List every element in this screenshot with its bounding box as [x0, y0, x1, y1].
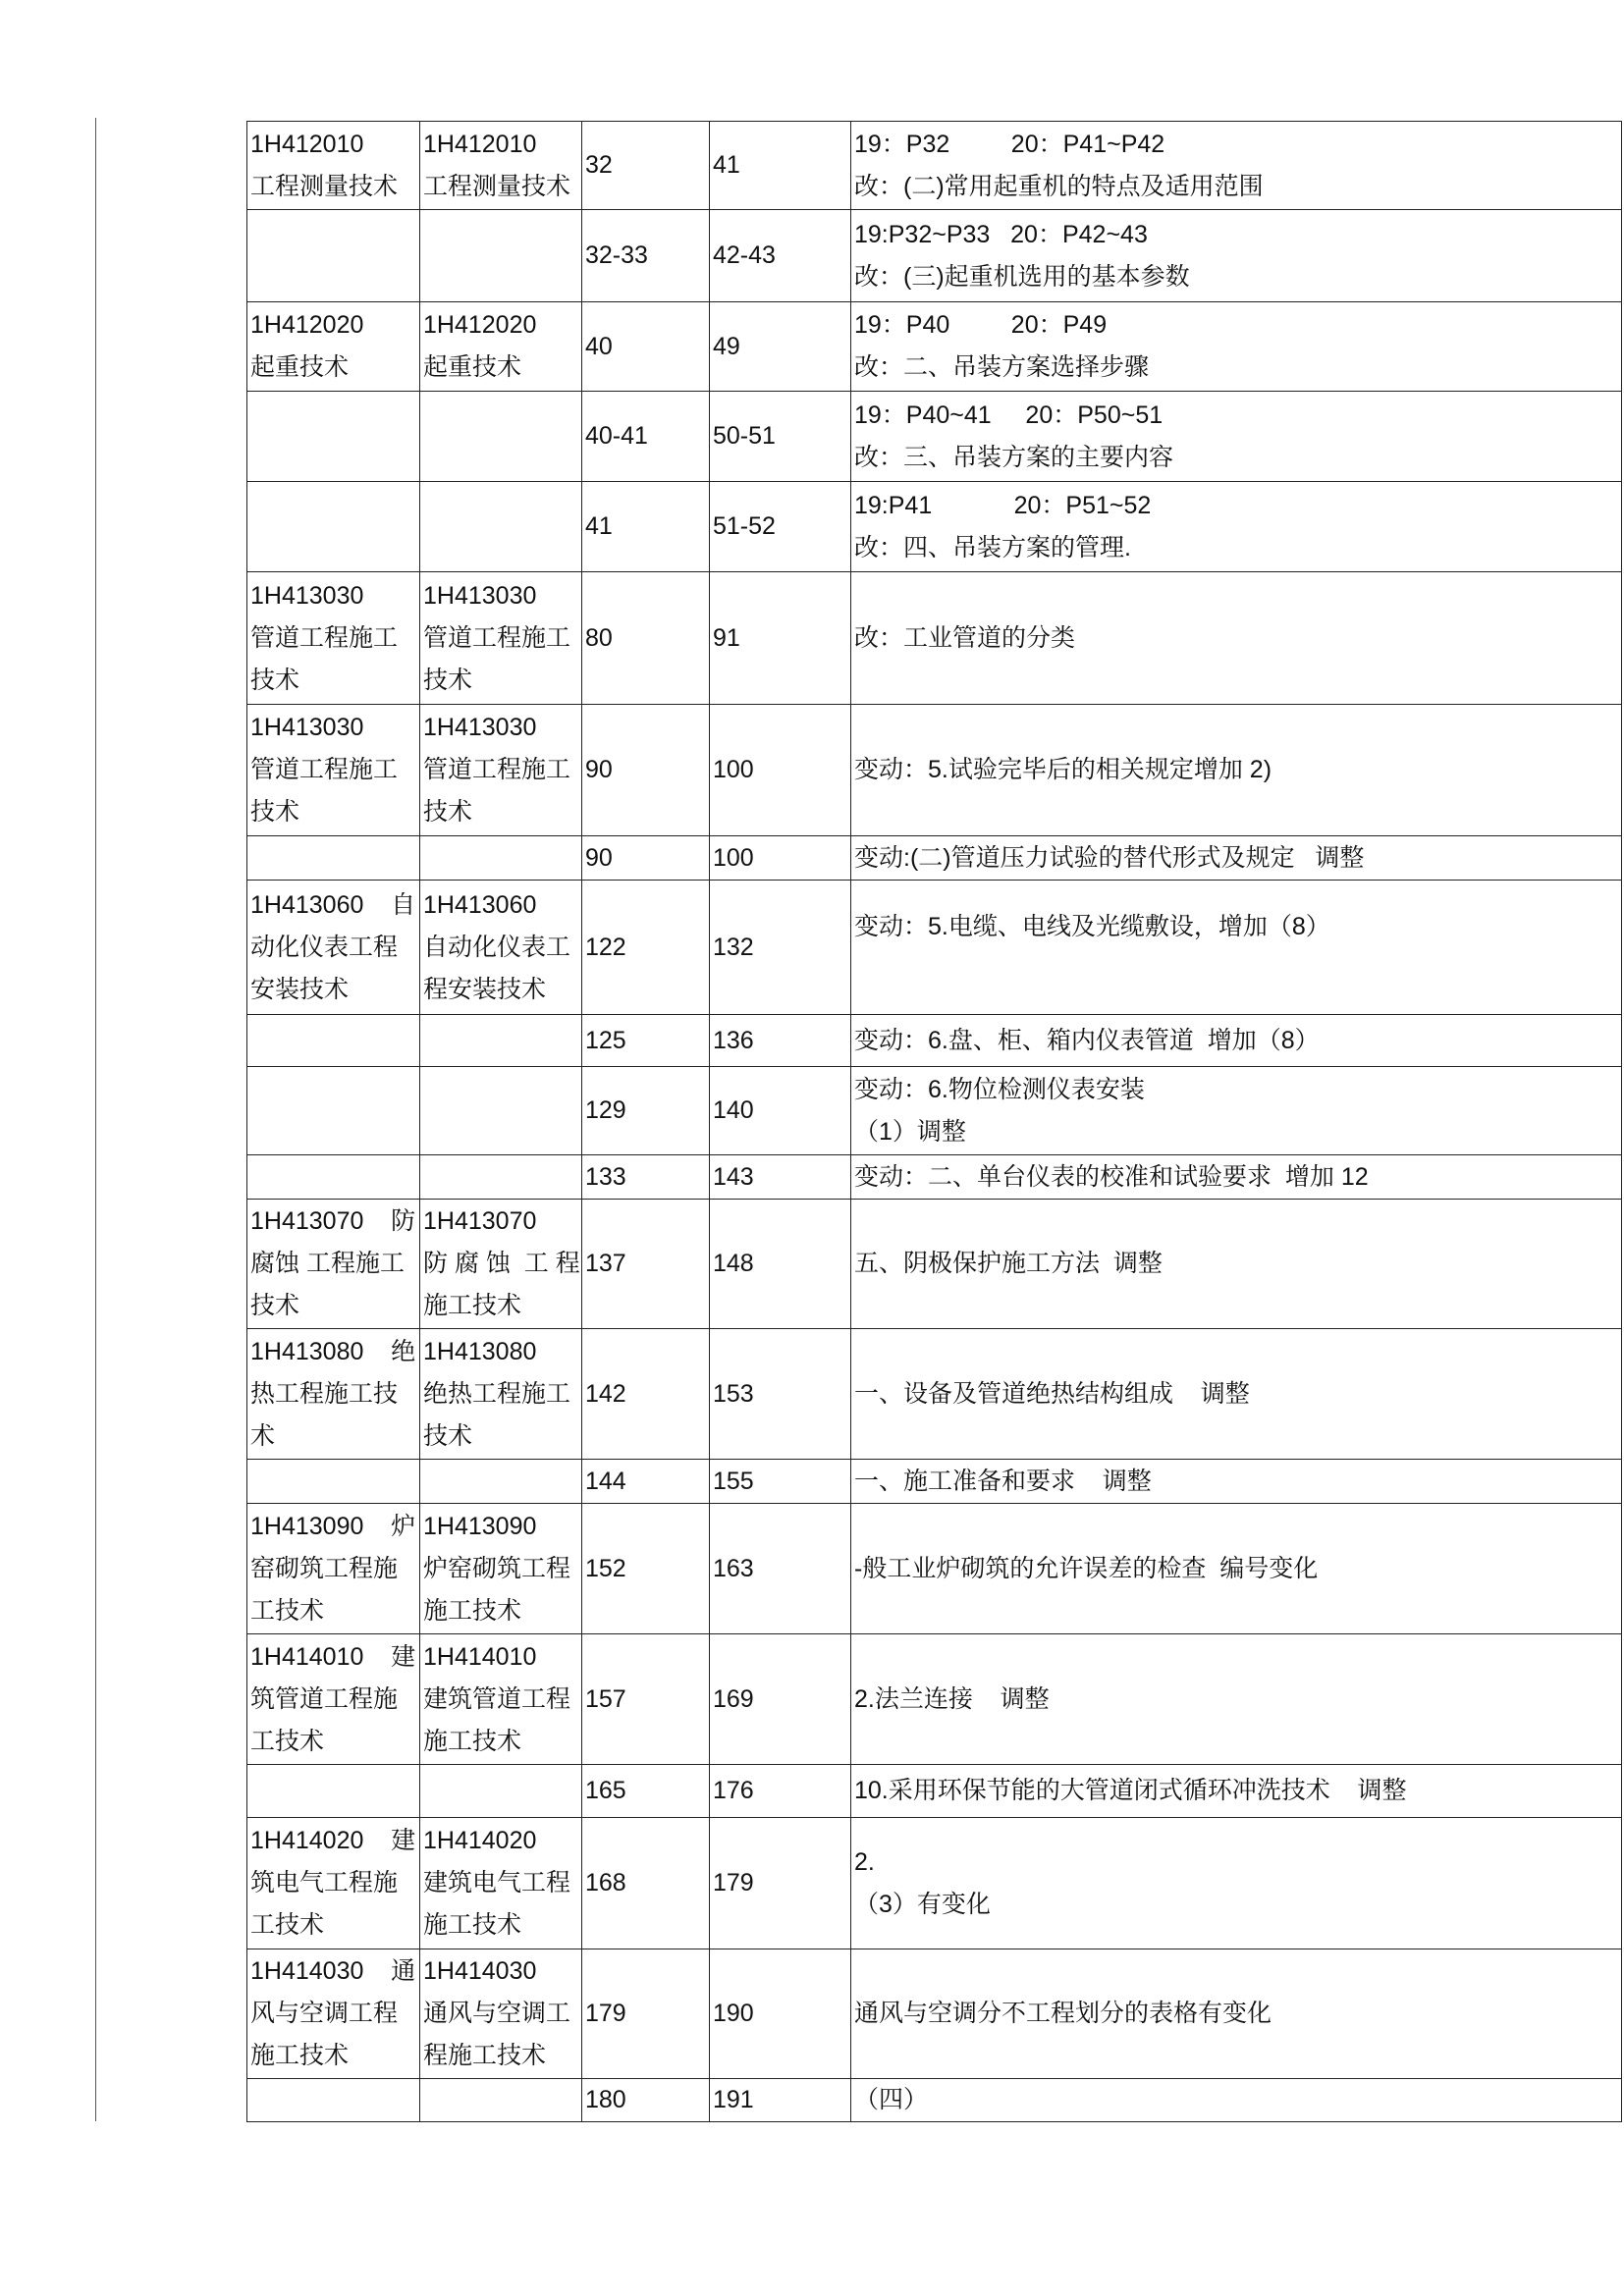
table-row	[247, 1460, 1622, 1504]
cell-page-new: 100	[710, 705, 851, 836]
cell-change-note: 五、阴极保护施工方法 调整	[851, 1200, 1622, 1329]
cell-section-old: 1H413080 绝 热工程施工技 术	[247, 1329, 420, 1460]
table-row	[247, 1329, 1622, 1460]
cell-page-new: 191	[710, 2079, 851, 2122]
cell-section-old: 1H413090 炉 窑砌筑工程施 工技术	[247, 1504, 420, 1634]
table-row	[247, 1067, 1622, 1155]
cell-section-new: 1H414010 建筑管道工程 施工技术	[420, 1634, 582, 1765]
cell-change-note: 变动：5.电缆、电线及光缆敷设，增加（8）	[851, 881, 1622, 1015]
cell-section-new: 1H413070 防 腐 蚀 工 程 施工技术	[420, 1200, 582, 1329]
cell-page-old: 40-41	[582, 392, 710, 482]
cell-page-new: 100	[710, 836, 851, 881]
changes-table	[246, 121, 1622, 2122]
cell-change-note: 变动：二、单台仪表的校准和试验要求 增加 12	[851, 1155, 1622, 1200]
cell-section-old	[247, 1460, 420, 1504]
cell-section-new: 1H413030 管道工程施工 技术	[420, 705, 582, 836]
cell-section-new	[420, 1067, 582, 1155]
cell-section-old: 1H412020 起重技术	[247, 302, 420, 392]
table-row	[247, 705, 1622, 836]
cell-section-old	[247, 1067, 420, 1155]
table-row	[247, 836, 1622, 881]
table-row	[247, 1200, 1622, 1329]
cell-section-new	[420, 482, 582, 572]
table-row	[247, 1155, 1622, 1200]
cell-section-old	[247, 1015, 420, 1067]
cell-change-note: 一、施工准备和要求 调整	[851, 1460, 1622, 1504]
cell-section-old: 1H414030 通 风与空调工程 施工技术	[247, 1949, 420, 2079]
table-row	[247, 881, 1622, 1015]
cell-page-new: 179	[710, 1818, 851, 1949]
cell-page-old: 90	[582, 836, 710, 881]
table-row	[247, 210, 1622, 302]
cell-section-new: 1H414020 建筑电气工程 施工技术	[420, 1818, 582, 1949]
cell-change-note: 2.法兰连接 调整	[851, 1634, 1622, 1765]
cell-page-old: 32-33	[582, 210, 710, 302]
cell-page-old: 32	[582, 122, 710, 210]
cell-section-old	[247, 210, 420, 302]
cell-page-old: 90	[582, 705, 710, 836]
cell-page-old: 144	[582, 1460, 710, 1504]
cell-section-new	[420, 392, 582, 482]
cell-page-old: 179	[582, 1949, 710, 2079]
cell-page-new: 176	[710, 1765, 851, 1818]
cell-section-old: 1H413030 管道工程施工 技术	[247, 705, 420, 836]
table-row	[247, 392, 1622, 482]
cell-section-new	[420, 1765, 582, 1818]
cell-change-note: 19：P40 20：P49 改：二、吊装方案选择步骤	[851, 302, 1622, 392]
cell-page-old: 41	[582, 482, 710, 572]
cell-change-note: 10.采用环保节能的大管道闭式循环冲洗技术 调整	[851, 1765, 1622, 1818]
cell-page-new: 49	[710, 302, 851, 392]
cell-page-old: 80	[582, 572, 710, 705]
table-row	[247, 1015, 1622, 1067]
cell-change-note: 一、设备及管道绝热结构组成 调整	[851, 1329, 1622, 1460]
cell-page-new: 169	[710, 1634, 851, 1765]
table-row	[247, 1765, 1622, 1818]
cell-page-old: 165	[582, 1765, 710, 1818]
cell-page-old: 180	[582, 2079, 710, 2122]
cell-page-new: 41	[710, 122, 851, 210]
cell-change-note: 19:P41 20：P51~52 改：四、吊装方案的管理.	[851, 482, 1622, 572]
cell-section-new	[420, 836, 582, 881]
cell-section-new: 1H414030 通风与空调工 程施工技术	[420, 1949, 582, 2079]
cell-page-new: 50-51	[710, 392, 851, 482]
cell-section-old	[247, 392, 420, 482]
cell-section-old: 1H414010 建 筑管道工程施 工技术	[247, 1634, 420, 1765]
cell-section-new	[420, 1155, 582, 1200]
cell-section-new: 1H413060 自动化仪表工 程安装技术	[420, 881, 582, 1015]
cell-section-old	[247, 482, 420, 572]
cell-section-new: 1H413080 绝热工程施工 技术	[420, 1329, 582, 1460]
cell-section-old	[247, 836, 420, 881]
cell-change-note: 19：P40~41 20：P50~51 改：三、吊装方案的主要内容	[851, 392, 1622, 482]
cell-section-new	[420, 1015, 582, 1067]
cell-page-old: 152	[582, 1504, 710, 1634]
cell-section-new: 1H412020 起重技术	[420, 302, 582, 392]
cell-section-old: 1H413070 防 腐蚀 工程施工 技术	[247, 1200, 420, 1329]
cell-page-old: 125	[582, 1015, 710, 1067]
cell-change-note: 通风与空调分不工程划分的表格有变化	[851, 1949, 1622, 2079]
cell-page-new: 51-52	[710, 482, 851, 572]
cell-page-new: 155	[710, 1460, 851, 1504]
table-row	[247, 122, 1622, 210]
cell-page-new: 190	[710, 1949, 851, 2079]
cell-page-new: 148	[710, 1200, 851, 1329]
table-row	[247, 1504, 1622, 1634]
cell-change-note: 变动：6.物位检测仪表安装 （1）调整	[851, 1067, 1622, 1155]
cell-section-old	[247, 1765, 420, 1818]
cell-section-old: 1H414020 建 筑电气工程施 工技术	[247, 1818, 420, 1949]
cell-change-note: 变动：6.盘、柜、箱内仪表管道 增加（8）	[851, 1015, 1622, 1067]
table-row	[247, 1634, 1622, 1765]
cell-page-old: 168	[582, 1818, 710, 1949]
table-row	[247, 572, 1622, 705]
cell-change-note: 改：工业管道的分类	[851, 572, 1622, 705]
cell-page-old: 40	[582, 302, 710, 392]
table-row	[247, 1818, 1622, 1949]
cell-page-new: 153	[710, 1329, 851, 1460]
table-row	[247, 302, 1622, 392]
cell-page-old: 157	[582, 1634, 710, 1765]
cell-change-note: 19:P32~P33 20：P42~43 改：(三)起重机选用的基本参数	[851, 210, 1622, 302]
cell-section-new: 1H413030 管道工程施工 技术	[420, 572, 582, 705]
cell-page-new: 163	[710, 1504, 851, 1634]
cell-change-note: 变动:(二)管道压力试验的替代形式及规定 调整	[851, 836, 1622, 881]
cell-section-old: 1H413060 自 动化仪表工程 安装技术	[247, 881, 420, 1015]
cell-section-old: 1H413030 管道工程施工 技术	[247, 572, 420, 705]
cell-section-old: 1H412010 工程测量技术	[247, 122, 420, 210]
cell-section-new	[420, 210, 582, 302]
cell-page-new: 42-43	[710, 210, 851, 302]
cell-page-old: 137	[582, 1200, 710, 1329]
cell-page-new: 143	[710, 1155, 851, 1200]
cell-section-old	[247, 2079, 420, 2122]
cell-section-new: 1H413090 炉窑砌筑工程 施工技术	[420, 1504, 582, 1634]
margin-line	[95, 118, 96, 2121]
table-body	[247, 122, 1622, 2122]
cell-change-note: 变动：5.试验完毕后的相关规定增加 2)	[851, 705, 1622, 836]
cell-page-old: 122	[582, 881, 710, 1015]
cell-change-note: （四）	[851, 2079, 1622, 2122]
cell-change-note: 19：P32 20：P41~P42 改：(二)常用起重机的特点及适用范围	[851, 122, 1622, 210]
cell-page-new: 140	[710, 1067, 851, 1155]
cell-page-old: 142	[582, 1329, 710, 1460]
table-row	[247, 1949, 1622, 2079]
table-row	[247, 2079, 1622, 2122]
cell-section-new	[420, 2079, 582, 2122]
cell-page-old: 133	[582, 1155, 710, 1200]
cell-page-new: 136	[710, 1015, 851, 1067]
cell-section-new: 1H412010 工程测量技术	[420, 122, 582, 210]
cell-section-old	[247, 1155, 420, 1200]
table-row	[247, 482, 1622, 572]
cell-page-new: 91	[710, 572, 851, 705]
cell-change-note: 2. （3）有变化	[851, 1818, 1622, 1949]
cell-page-new: 132	[710, 881, 851, 1015]
cell-page-old: 129	[582, 1067, 710, 1155]
cell-change-note: -般工业炉砌筑的允许误差的检查 编号变化	[851, 1504, 1622, 1634]
cell-section-new	[420, 1460, 582, 1504]
